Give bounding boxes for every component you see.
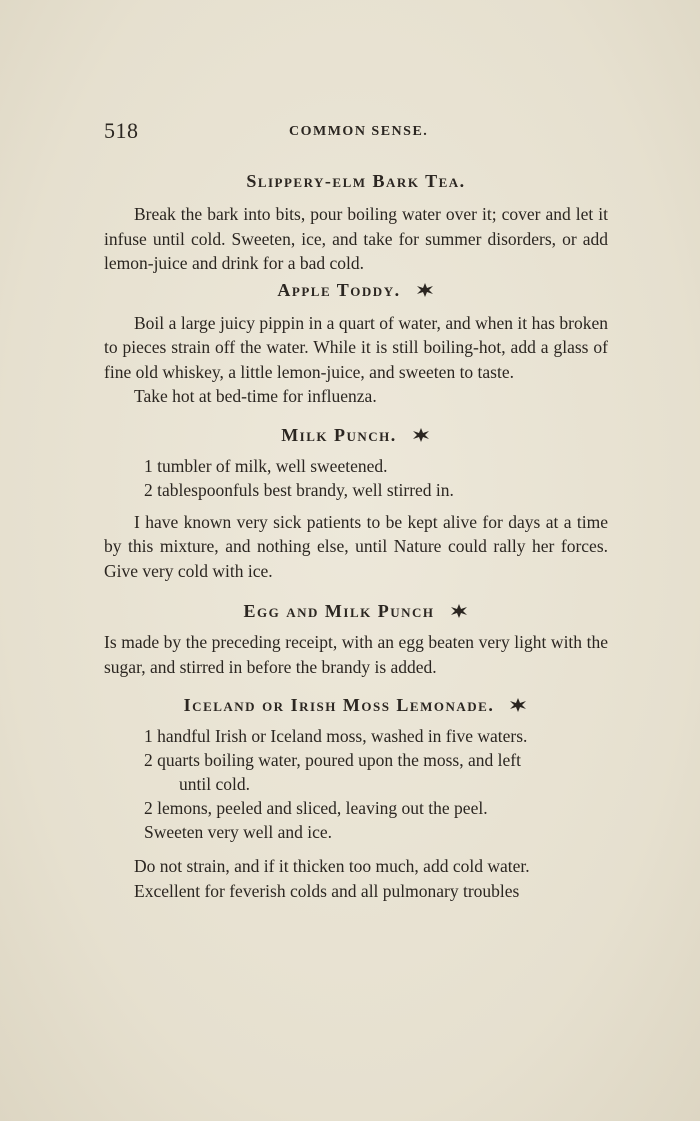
recipe-title-text: Milk Punch. (281, 424, 397, 445)
recipe-note-apple-toddy: Take hot at bed-time for influenza. (134, 386, 377, 406)
recipe-body-milk-punch: I have known very sick patients to be kept alive for days at a time by this mixture, and nothing else, until Nature could rally her forces. Give very cold with ice. (104, 511, 608, 581)
recipe-title-apple-toddy (104, 280, 608, 303)
recipe-note-moss-lemonade: Excellent for feverish colds and all pulmonary troubles (134, 880, 520, 901)
ingredient-line: 2 tablespoonfuls best brandy, well stirred in. (144, 479, 454, 500)
cross-pattee-icon (415, 282, 435, 303)
recipe-body-slippery-elm: Break the bark into bits, pour boiling water over it; cover and let it infuse until cold. Sweeten, ice, and take for summer disorders, or add lemon-juice and drink for a bad cold. (104, 204, 608, 273)
page-number: 518 (104, 118, 139, 143)
ingredient-line: 2 lemons, peeled and sliced, leaving out the peel. (144, 798, 488, 818)
ingredient-line: 1 handful Irish or Iceland moss, washed in five waters. (144, 726, 528, 746)
recipe-title-moss-lemonade (104, 695, 608, 718)
ingredient-line: Sweeten very well and ice. (144, 822, 333, 842)
ingredient-line-continuation: until cold. (179, 774, 250, 794)
ingredient-line: 2 quarts boiling water, poured upon the moss, and left (144, 750, 521, 770)
recipe-title-text: Slippery-elm Bark Tea. (246, 171, 466, 191)
recipe-title-egg-milk-punch (104, 601, 608, 624)
recipe-title-text: Iceland or Irish Moss Lemonade. (183, 695, 495, 715)
recipe-body-moss-lemonade: Do not strain, and if it thicken too much, add cold water. (134, 856, 530, 876)
cross-pattee-icon (508, 697, 528, 718)
cross-pattee-icon (449, 603, 469, 624)
recipe-body-apple-toddy: Boil a large juicy pippin in a quart of water, and when it has broken to pieces strain off the water. While it is still boiling-hot, add a glass of fine old whiskey, a little lemon-juice, and sweeten to taste. (104, 312, 608, 382)
page-header (104, 118, 608, 146)
recipe-body-egg-milk-punch: Is made by the preceding receipt, with an egg beaten very light with the sugar, and stirred in before the brandy is added. (104, 632, 608, 677)
recipe-title-text: Apple Toddy. (277, 279, 401, 300)
recipe-title-text: Egg and Milk Punch (243, 601, 435, 621)
cross-pattee-icon (411, 427, 431, 448)
recipe-title-milk-punch (104, 425, 608, 448)
ingredient-line: 1 tumbler of milk, well sweetened. (144, 455, 388, 476)
recipe-title-slippery-elm (104, 171, 608, 192)
page-content (104, 165, 608, 903)
running-head: COMMON SENSE. (289, 124, 429, 139)
